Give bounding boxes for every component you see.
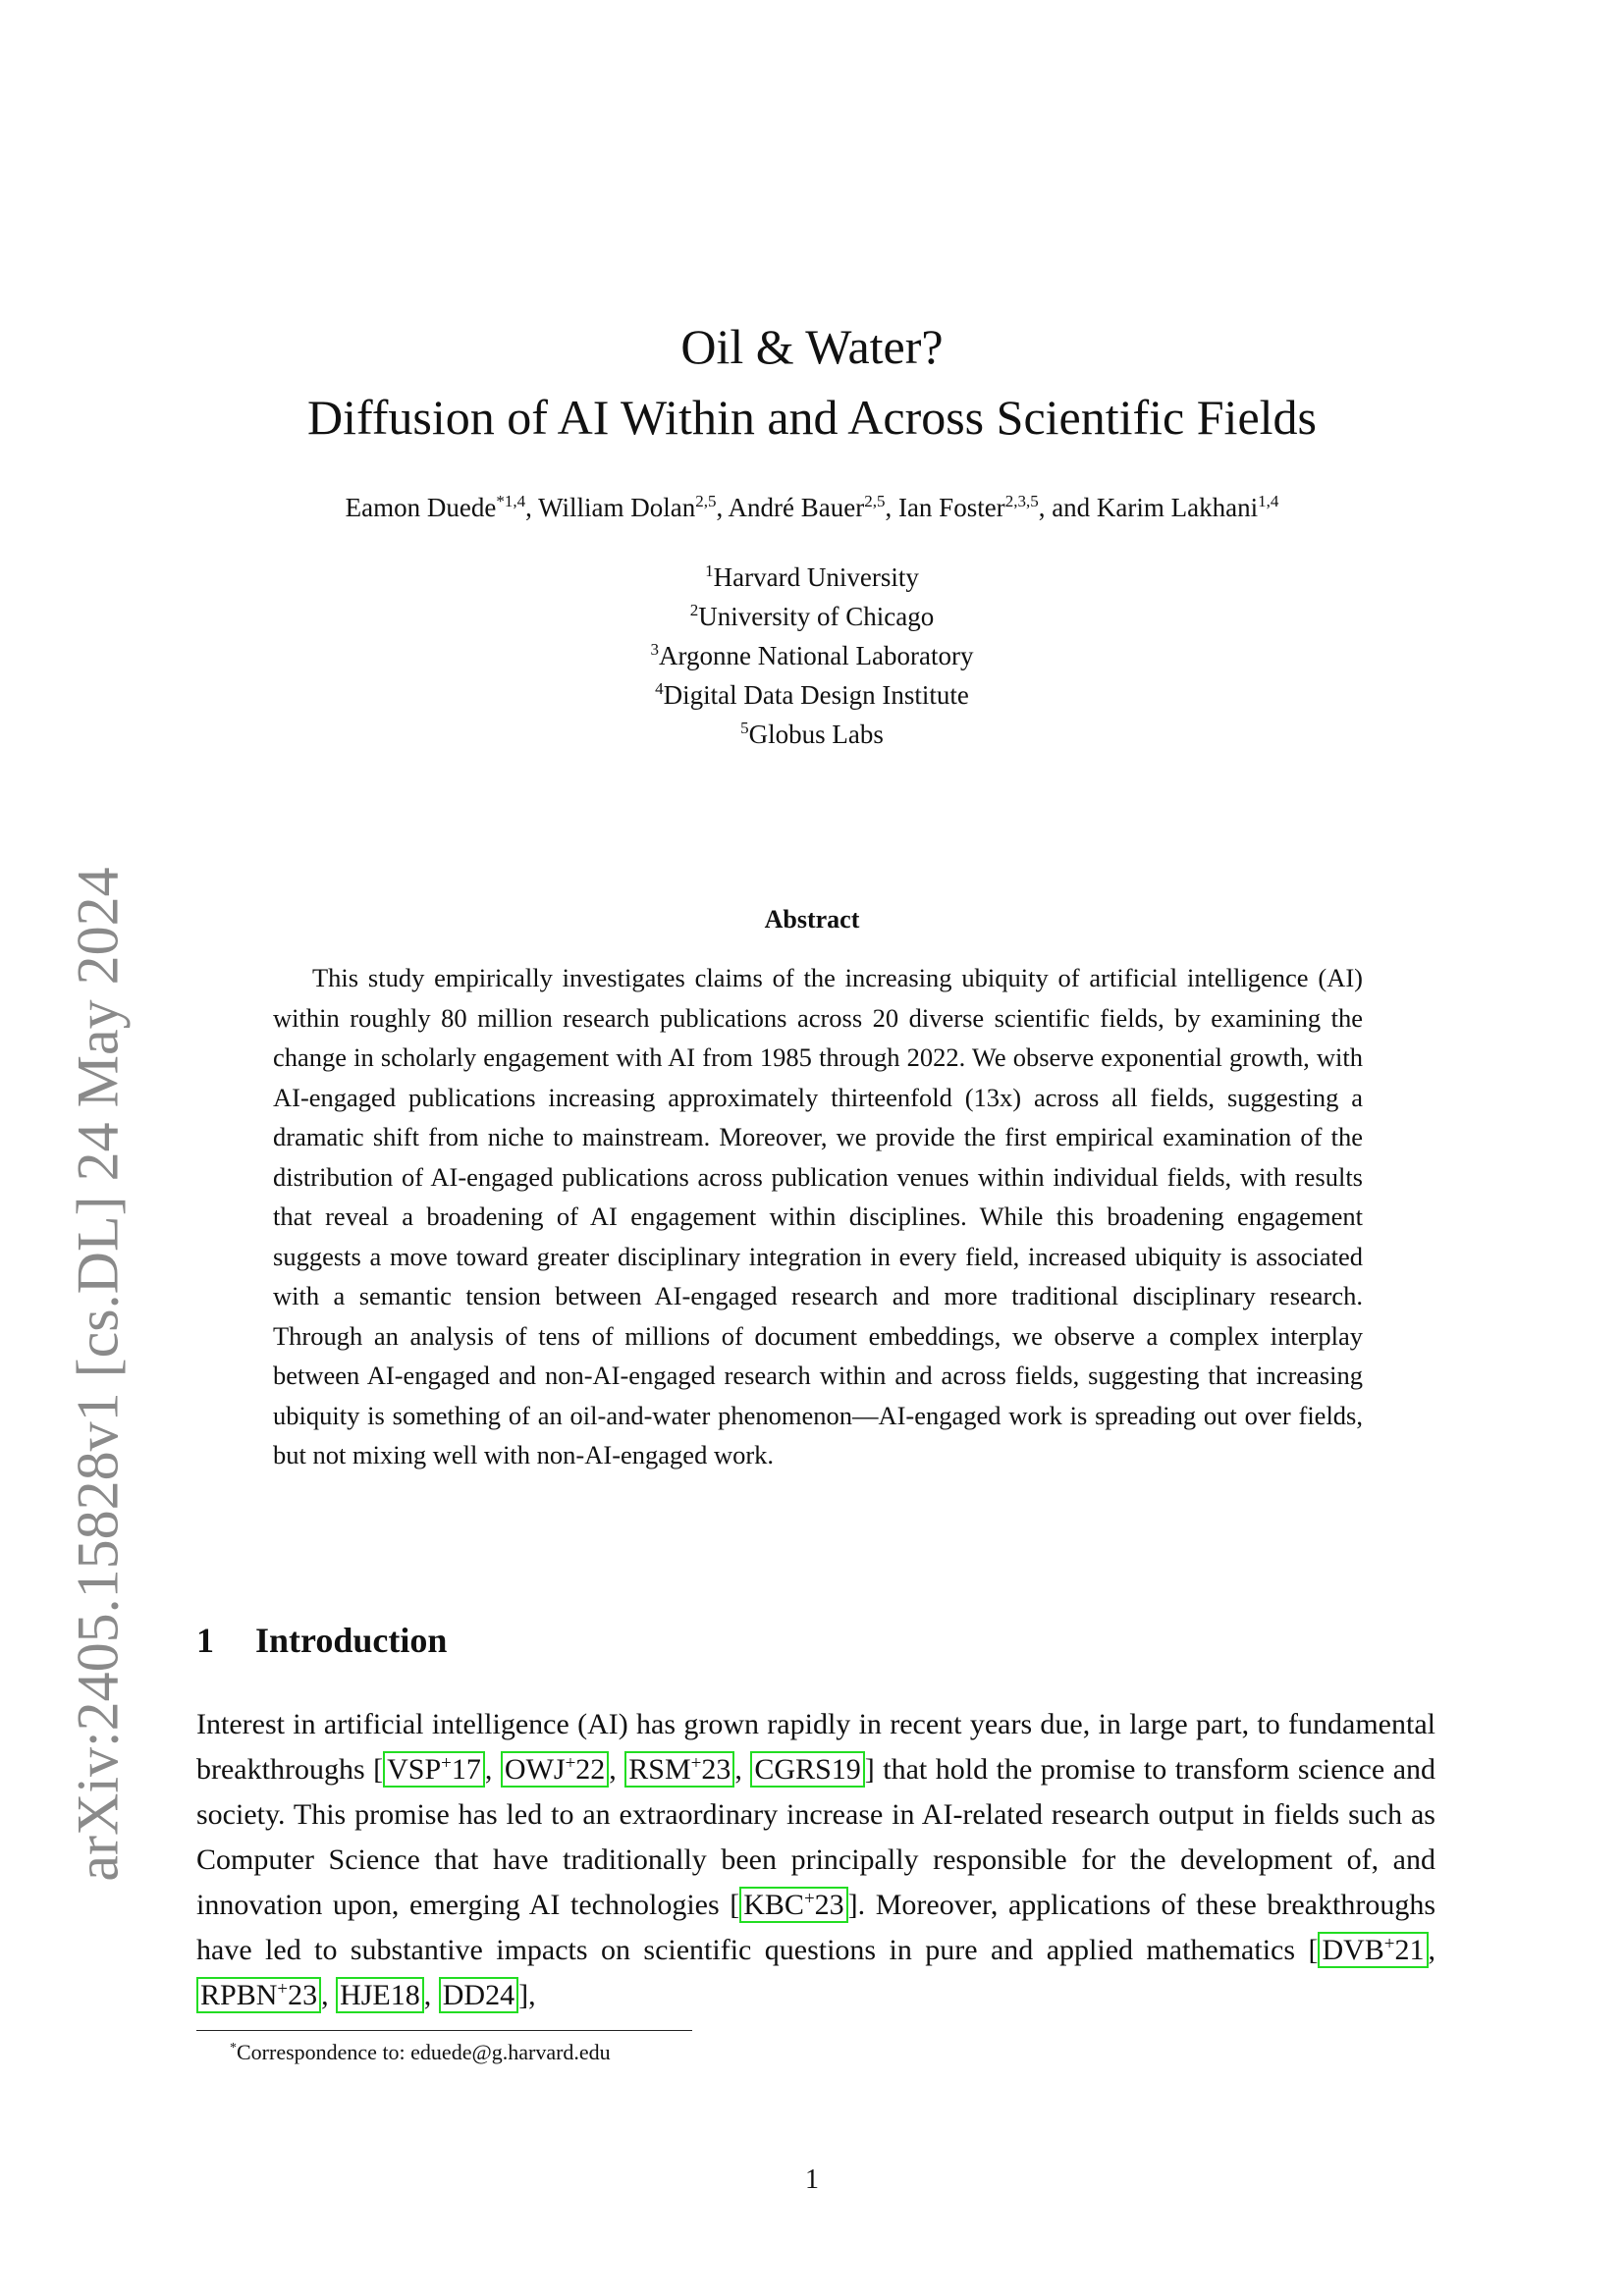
page-number: 1: [805, 2164, 819, 2195]
author-separator: ,: [885, 493, 898, 522]
citation-link[interactable]: DD24: [439, 1977, 518, 2013]
section-number: 1: [196, 1621, 214, 1660]
paper-title-line-1: Oil & Water?: [680, 319, 944, 374]
paragraph-text: Interest in artificial intelligence (AI) has grown rapidly in recent years due, in large part, to fundamental breakthroughs [: [196, 1708, 1435, 1786]
author-affiliation-marks: 2,3,5: [1004, 492, 1039, 510]
paragraph-text: ],: [518, 1979, 536, 2011]
author-name: Karim Lakhani: [1096, 493, 1259, 522]
abstract-body: This study empirically investigates claims of the increasing ubiquity of artificial intelligence (AI) within roughly 80 million research publications across 20 diverse scientific fields, by examining the change in scholarly engagement with AI from 1985 through 2022. We observe exponential growth, with AI-engaged publications increasing approximately thirteenfold (13x) across all fields, suggesting a dramatic shift from niche to mainstream. Moreover, we provide the first empirical examination of the distribution of AI-engaged publications across publication venues within individual fields, with results that reveal a broadening of AI engagement within disciplines. While this broadening engagement suggests a move toward greater disciplinary integration in every field, increased ubiquity is associated with a semantic tension between AI-engaged research and more traditional disciplinary research. Through an analysis of tens of millions of document embeddings, we observe a complex interplay between AI-engaged and non-AI-engaged research within and across fields, suggesting that increasing ubiquity is something of an oil-and-water phenomenon—AI-engaged work is spreading out over fields, but not mixing well with non-AI-engaged work.: [273, 963, 1363, 1469]
section-title: Introduction: [255, 1621, 448, 1660]
affiliation-number: 3: [650, 640, 660, 659]
citation-link[interactable]: CGRS19: [750, 1751, 864, 1788]
affiliation-name: Harvard University: [713, 562, 919, 592]
paragraph-text: ] that hold the promise to transform science and society. This promise has led to an extraordinary increase in AI-related research output in fields such as Computer Science that have traditionally been principally responsible for the development of, and innovation upon, emerging AI technologies [: [196, 1753, 1436, 1921]
author-name: Ian Foster: [897, 493, 1005, 522]
affiliation-number: 1: [705, 561, 714, 580]
citation-link[interactable]: RSM+23: [624, 1751, 734, 1788]
footnote-divider: [196, 2030, 692, 2031]
paper-title-line-2: Diffusion of AI Within and Across Scientific Fields: [306, 390, 1317, 445]
author-affiliation-marks: 1,4: [1258, 492, 1279, 510]
affiliation-item: [0, 675, 1624, 715]
author-name: Eamon Duede: [345, 493, 497, 522]
author-list: [0, 492, 1624, 522]
affiliation-item: [0, 636, 1624, 675]
introduction-paragraph: Interest in artificial intelligence (AI) has grown rapidly in recent years due, in large part, to fundamental breakthroughs [ VSP+17 , OWJ+22 , RSM+23 , CGRS19 ] that hold the promise to transform science and society. This promise has led to an extraordinary increase in AI-related research output in fields such as Computer Science that have traditionally been principally responsible for the development of, and innovation upon, emerging AI technologies [ KBC+23 ]. Moreover, applications of these breakthroughs have led to substantive impacts on scientific questions in pure and applied mathematics [ DVB+21 , RPBN+23 , HJE18 , DD24 ],: [196, 1708, 1436, 2011]
author-separator: ,: [716, 493, 729, 522]
citation-link[interactable]: DVB+21: [1318, 1932, 1428, 1968]
affiliation-number: 4: [655, 679, 664, 698]
author-affiliation-marks: 2,5: [695, 492, 717, 510]
affiliation-name: Digital Data Design Institute: [663, 680, 969, 710]
author-affiliation-marks: *1,4: [496, 492, 526, 510]
arxiv-identifier-stamp: arXiv:2405.15828v1 [cs.DL] 24 May 2024: [65, 867, 131, 1882]
paragraph-text: ]. Moreover, applications of these breakthroughs have led to substantive impacts on scientific questions in pure and applied mathematics [: [196, 1889, 1435, 1966]
affiliation-number: 2: [689, 601, 699, 619]
affiliation-item: [0, 597, 1624, 636]
citation-link[interactable]: VSP+17: [383, 1751, 485, 1788]
affiliation-item: [0, 715, 1624, 754]
footnote-text: Correspondence to: eduede@g.harvard.edu: [237, 2040, 611, 2064]
author-name: André Bauer: [728, 493, 865, 522]
citation-link[interactable]: HJE18: [336, 1977, 424, 2013]
affiliation-number: 5: [740, 719, 749, 737]
abstract-heading: Abstract: [764, 905, 860, 934]
affiliation-name: Argonne National Laboratory: [659, 641, 974, 670]
author-separator: ,: [525, 493, 539, 522]
author-separator: , and: [1038, 493, 1097, 522]
citation-link[interactable]: KBC+23: [739, 1887, 847, 1923]
footnote: [230, 2040, 611, 2065]
section-heading-introduction: [196, 1620, 447, 1661]
affiliation-name: University of Chicago: [698, 602, 935, 631]
affiliation-name: Globus Labs: [748, 720, 884, 749]
author-affiliation-marks: 2,5: [864, 492, 886, 510]
affiliation-item: [0, 558, 1624, 597]
footnote-mark: *: [230, 2041, 237, 2056]
author-name: William Dolan: [538, 493, 696, 522]
citation-link[interactable]: RPBN+23: [196, 1977, 321, 2013]
citation-link[interactable]: OWJ+22: [501, 1751, 609, 1788]
affiliation-list: [0, 558, 1624, 754]
